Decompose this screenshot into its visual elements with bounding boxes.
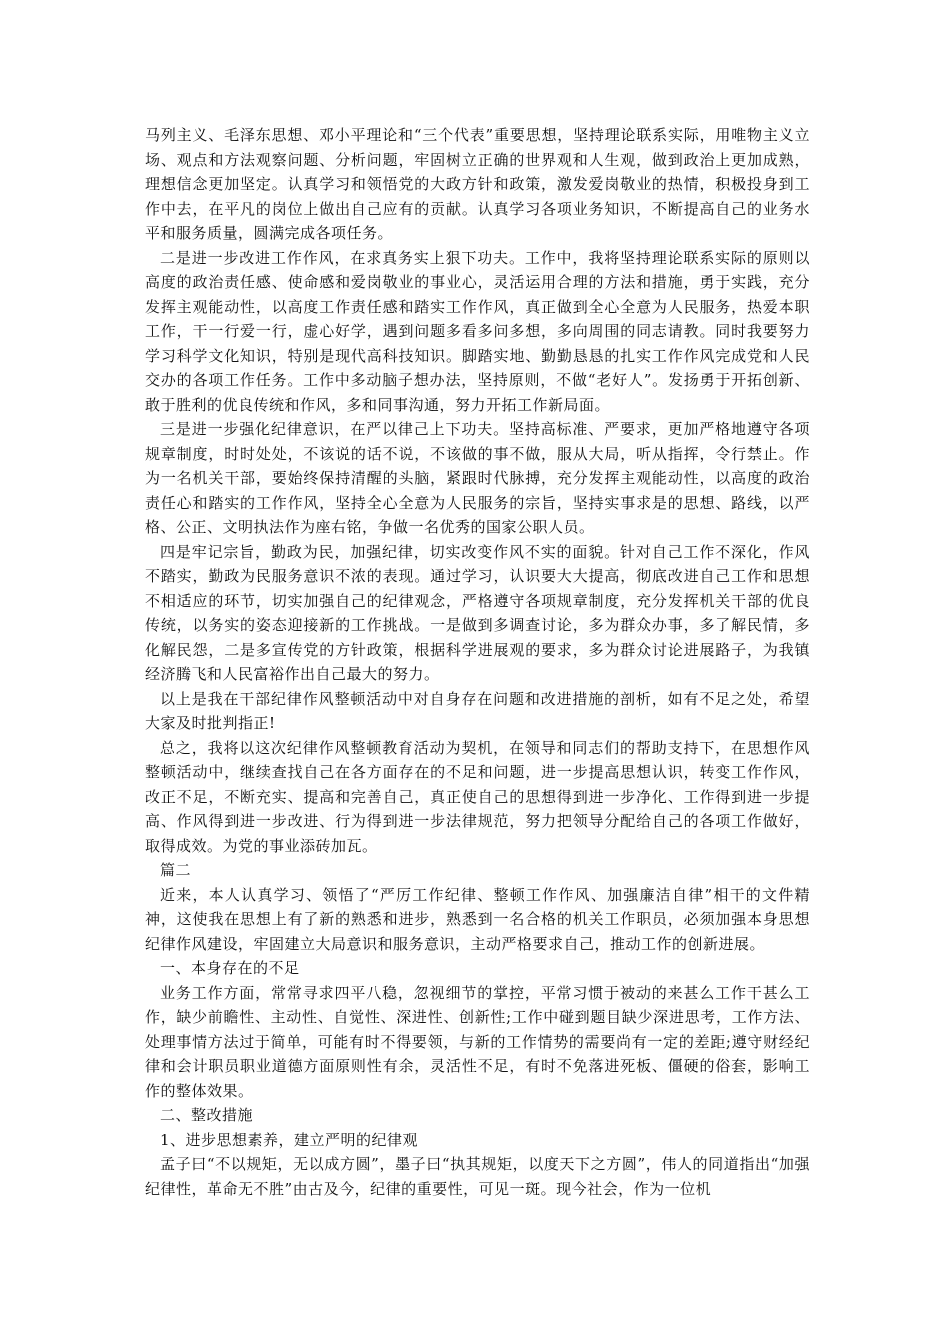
paragraph-6: 总之，我将以这次纪律作风整顿教育活动为契机，在领导和同志们的帮助支持下，在思想作风整顿活动中，继续查找自己在各方面存在的不足和问题，进一步提高思想认识，转变工作作风，改正不足，不断充实、提高和完善自己，真正使自己的思想得到进一步净化、工作得到进一步提高、作风得到进一步改进、行为得到进一步法律规范，努力把领导分配给自己的各项工作做好，取得成效。为党的事业添砖加瓦。 (145, 738, 810, 855)
subheading-shortcomings: 一、本身存在的不足 (160, 959, 300, 977)
paragraph-2: 二是进一步改进工作作风，在求真务实上狠下功夫。工作中，我将坚持理论联系实际的原则以高度的政治责任感、使命感和爱岗敬业的事业心，灵活运用合理的方法和措施，勇于实践，充分发挥主观能动性，以高度工作责任感和踏实工作作风，真正做到全心全意为人民服务，热爱本职工作，干一行爱一行，虚心好学，遇到问题多看多问多想，多向周围的同志请教。同时我要努力学习科学文化知识，特别是现代高科技知识。脚踏实地、勤勤恳恳的扎实工作作风完成党和人民交办的各项工作任务。工作中多动脑子想办法，坚持原则，不做“老好人”。发扬勇于开拓创新、敢于胜利的优良传统和作风，多和同事沟通，努力开拓工作新局面。 (145, 248, 810, 414)
subheading-measures: 二、整改措施 (160, 1106, 254, 1124)
subheading-item-1: 1、进步思想素养，建立严明的纪律观 (160, 1130, 419, 1149)
paragraph-8: 业务工作方面，常常寻求四平八稳，忽视细节的掌控，平常习惯于被动的来甚么工作干甚么工作，缺少前瞻性、主动性、自觉性、深进性、创新性;工作中碰到题目缺少深进思考，工作方法、处理事情方法过于简单，可能有时不得要领，与新的工作情势的需要尚有一定的差距;遵守财经纪律和会计职员职业道德方面原则性有余，灵活性不足，有时不免落进死板、僵硬的俗套，影响工作的整体效果。 (145, 983, 810, 1100)
paragraph-4: 四是牢记宗旨，勤政为民，加强纪律，切实改变作风不实的面貌。针对自己工作不深化，作风不踏实，勤政为民服务意识不浓的表现。通过学习，认识要大大提高，彻底改进自己工作和思想不相适应的环节，切实加强自己的纪律观念，严格遵守各项规章制度，充分发挥机关干部的优良传统，以务实的姿态迎接新的工作挑战。一是做到多调查讨论，多为群众办事，多了解民情，多化解民怨，二是多宣传党的方针政策，根据科学进展观的要求，多为群众讨论进展路子，为我镇经济腾飞和人民富裕作出自己最大的努力。 (145, 542, 810, 683)
paragraph-3: 三是进一步强化纪律意识，在严以律己上下功夫。坚持高标准、严要求，更加严格地遵守各项规章制度，时时处处，不该说的话不说，不该做的事不做，服从大局，听从指挥，令行禁止。作为一名机关干部，要始终保持清醒的头脑，紧跟时代脉搏，充分发挥主观能动性，以高度的政治责任心和踏实的工作作风，坚持全心全意为人民服务的宗旨，坚持实事求是的思想、路线，以严格、公正、文明执法作为座右铭，争做一名优秀的国家公职人员。 (145, 420, 810, 536)
section-heading-part-two: 篇二 (160, 861, 192, 879)
paragraph-5: 以上是我在干部纪律作风整顿活动中对自身存在问题和改进措施的剖析，如有不足之处，希望大家及时批判指正! (145, 689, 810, 732)
document-page (145, 123, 810, 1201)
paragraph-1: 马列主义、毛泽东思想、邓小平理论和“三个代表”重要思想，坚持理论联系实际，用唯物主义立场、观点和方法观察问题、分析问题，牢固树立正确的世界观和人生观，做到政治上更加成熟，理想信念更加坚定。认真学习和领悟党的大政方针和政策，激发爱岗敬业的热情，积极投身到工作中去，在平凡的岗位上做出自己应有的贡献。认真学习各项业务知识，不断提高自己的业务水平和服务质量，圆满完成各项任务。 (145, 126, 810, 242)
paragraph-7: 近来，本人认真学习、领悟了“严厉工作纪律、整顿工作作风、加强廉洁自律”相干的文件精神，这使我在思想上有了新的熟悉和进步，熟悉到一名合格的机关工作职员，必须加强本身思想纪律作风建设，牢固建立大局意识和服务意识，主动严格要求自己，推动工作的创新进展。 (145, 885, 810, 953)
paragraph-9: 孟子曰“不以规矩，无以成方圆”，墨子曰“执其规矩，以度天下之方圆”，伟人的同道指出“加强纪律性，革命无不胜”由古及今，纪律的重要性，可见一斑。现今社会，作为一位机 (145, 1155, 810, 1198)
